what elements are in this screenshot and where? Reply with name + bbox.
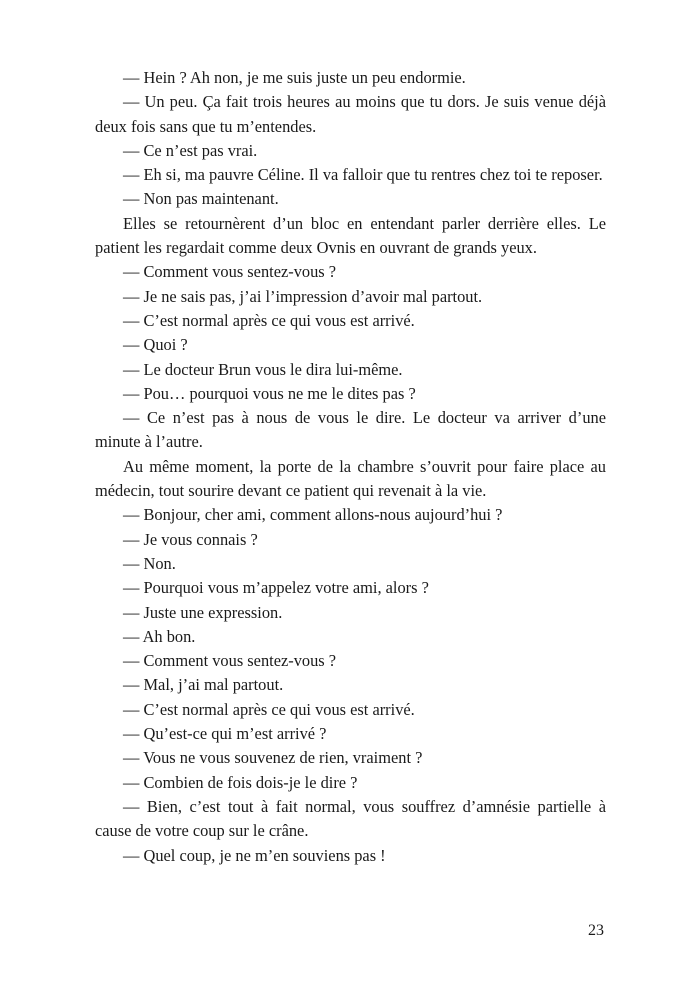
paragraph: — Je ne sais pas, j’ai l’impression d’avoir mal partout. <box>123 286 483 306</box>
paragraph: — Bien, c’est tout à fait normal, vous souffrez d’amnésie partielle à cause de votre coup sur le crâne. <box>95 796 606 841</box>
paragraph: — C’est normal après ce qui vous est arrivé. <box>123 310 415 330</box>
paragraph: — Ah bon. <box>123 626 196 646</box>
paragraph: — C’est normal après ce qui vous est arrivé. <box>123 699 415 719</box>
page-text-block <box>95 66 606 868</box>
paragraph: Au même moment, la porte de la chambre s’ouvrit pour faire place au médecin, tout sourire devant ce patient qui revenait à la vie. <box>95 456 606 501</box>
paragraph: — Eh si, ma pauvre Céline. Il va falloir que tu rentres chez toi te reposer. <box>123 165 603 185</box>
paragraph: — Bonjour, cher ami, comment allons-nous aujourd’hui ? <box>123 505 503 525</box>
paragraph: — Comment vous sentez-vous ? <box>123 651 337 671</box>
paragraph: — Le docteur Brun vous le dira lui-même. <box>123 359 403 379</box>
paragraph: — Comment vous sentez-vous ? <box>123 262 337 282</box>
paragraph: — Ce n’est pas vrai. <box>123 140 258 160</box>
paragraph: — Pourquoi vous m’appelez votre ami, alors ? <box>123 578 429 598</box>
paragraph: — Quoi ? <box>123 335 188 355</box>
paragraph: — Non pas maintenant. <box>123 189 279 209</box>
paragraph: — Pou… pourquoi vous ne me le dites pas ? <box>123 383 416 403</box>
paragraph: — Un peu. Ça fait trois heures au moins que tu dors. Je suis venue déjà deux fois sans que tu m’entendes. <box>95 92 606 136</box>
paragraph: — Vous ne vous souvenez de rien, vraiment ? <box>123 748 423 768</box>
paragraph: — Non. <box>123 553 176 573</box>
paragraph: — Quel coup, je ne m’en souviens pas ! <box>123 845 386 865</box>
paragraph: — Qu’est-ce qui m’est arrivé ? <box>123 724 327 744</box>
paragraph: — Mal, j’ai mal partout. <box>123 675 284 695</box>
paragraph: Elles se retournèrent d’un bloc en entendant parler derrière elles. Le patient les regardait comme deux Ovnis en ouvrant de grands yeux. <box>95 213 606 258</box>
page-number: 23 <box>588 922 604 939</box>
paragraph: — Juste une expression. <box>123 602 283 622</box>
paragraph: — Ce n’est pas à nous de vous le dire. Le docteur va arriver d’une minute à l’autre. <box>95 408 606 452</box>
paragraph: — Combien de fois dois-je le dire ? <box>123 772 358 792</box>
paragraph: — Je vous connais ? <box>123 529 258 549</box>
paragraph: — Hein ? Ah non, je me suis juste un peu endormie. <box>123 68 466 87</box>
